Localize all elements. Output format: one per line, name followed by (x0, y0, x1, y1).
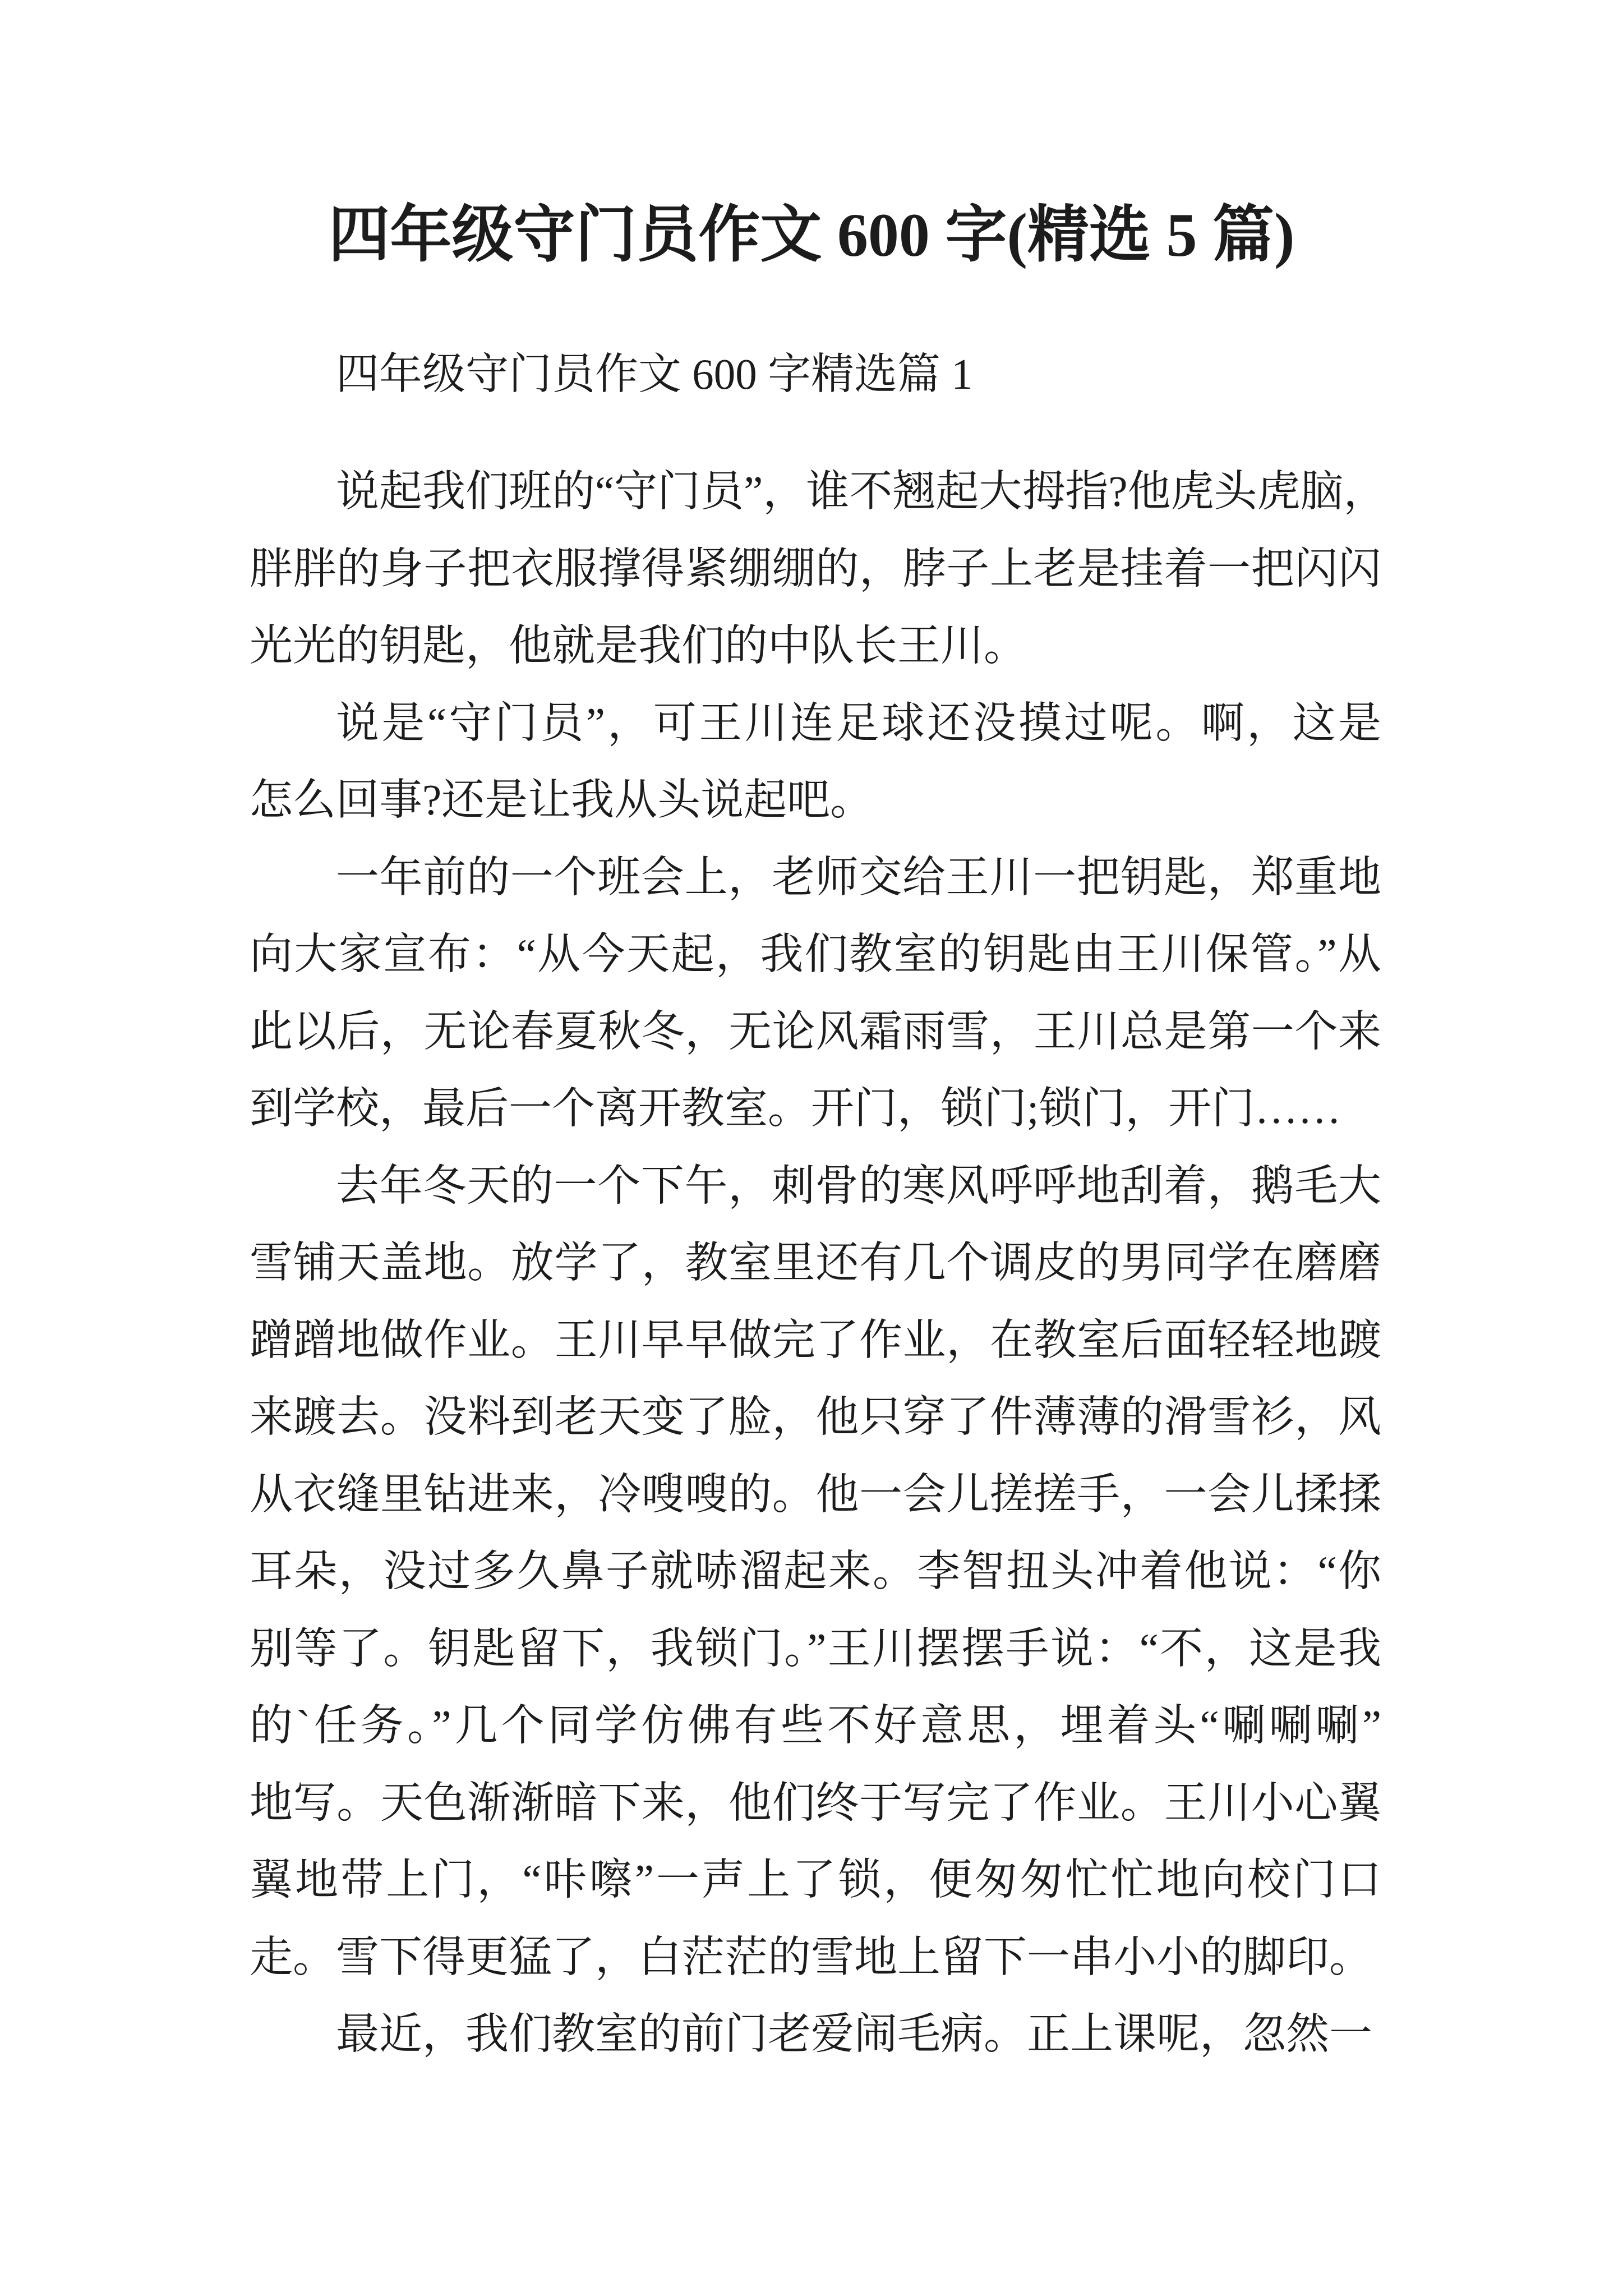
paragraph (250, 685, 1381, 839)
text-line: 走。雪下得更猛了，白茫茫的雪地上留下一串小小的脚印。 (250, 1932, 1372, 1981)
text-line: 此以后，无论春夏秋冬，无论风霜雨雪，王川总是第一个来 (250, 1007, 1381, 1056)
paragraph (250, 1996, 1381, 2073)
text-line: 翼地带上门，“咔嚓”一声上了锁，便匆匆忙忙地向校门口 (250, 1856, 1381, 1904)
paragraph (250, 453, 1387, 685)
text-line: 说起我们班的“守门员”，谁不翘起大拇指?他虎头虎脑， (336, 467, 1387, 516)
text-line: 蹭蹭地做作业。王川早早做完了作业，在教室后面轻轻地踱 (250, 1315, 1381, 1364)
text-line: 一年前的一个班会上，老师交给王川一把钥匙，郑重地 (336, 853, 1381, 901)
paragraph (250, 839, 1381, 1148)
text-line: 去年冬天的一个下午，刺骨的寒风呼呼地刮着，鹅毛大 (336, 1161, 1381, 1210)
text-line: 别等了。钥匙留下，我锁门。”王川摆摆手说：“不，这是我 (250, 1624, 1381, 1673)
text-line: 最近，我们教室的前门老爱闹毛病。正上课呢，忽然一 (336, 2010, 1372, 2058)
text-line: 光光的钥匙，他就是我们的中队长王川。 (250, 622, 1027, 670)
text-line: 到学校，最后一个离开教室。开门，锁门;锁门，开门…… (250, 1084, 1341, 1133)
text-line: 胖胖的身子把衣服撑得紧绷绷的，脖子上老是挂着一把闪闪 (250, 544, 1381, 593)
text-line: 来踱去。没料到老天变了脸，他只穿了件薄薄的滑雪衫，风 (250, 1393, 1381, 1441)
page-title: 四年级守门员作文 600 字(精选 5 篇) (328, 201, 1295, 269)
text-line: 的`任务。”几个同学仿佛有些不好意思，埋着头“唰唰唰” (250, 1701, 1381, 1750)
paragraph (250, 1148, 1381, 1996)
text-line: 从衣缝里钻进来，冷嗖嗖的。他一会儿搓搓手，一会儿揉揉 (250, 1470, 1381, 1519)
text-line: 怎么回事?还是让我从头说起吧。 (250, 776, 874, 824)
text-line: 耳朵，没过多久鼻子就哧溜起来。李智扭头冲着他说：“你 (250, 1547, 1381, 1595)
text-line: 说是“守门员”，可王川连足球还没摸过呢。啊，这是 (336, 698, 1381, 747)
text-line: 地写。天色渐渐暗下来，他们终于写完了作业。王川小心翼 (250, 1778, 1381, 1827)
section-heading: 四年级守门员作文 600 字精选篇 1 (336, 350, 973, 398)
text-line: 雪铺天盖地。放学了，教室里还有几个调皮的男同学在磨磨 (250, 1239, 1381, 1287)
body-text (250, 453, 1387, 2073)
text-line: 向大家宣布：“从今天起，我们教室的钥匙由王川保管。”从 (250, 930, 1381, 978)
